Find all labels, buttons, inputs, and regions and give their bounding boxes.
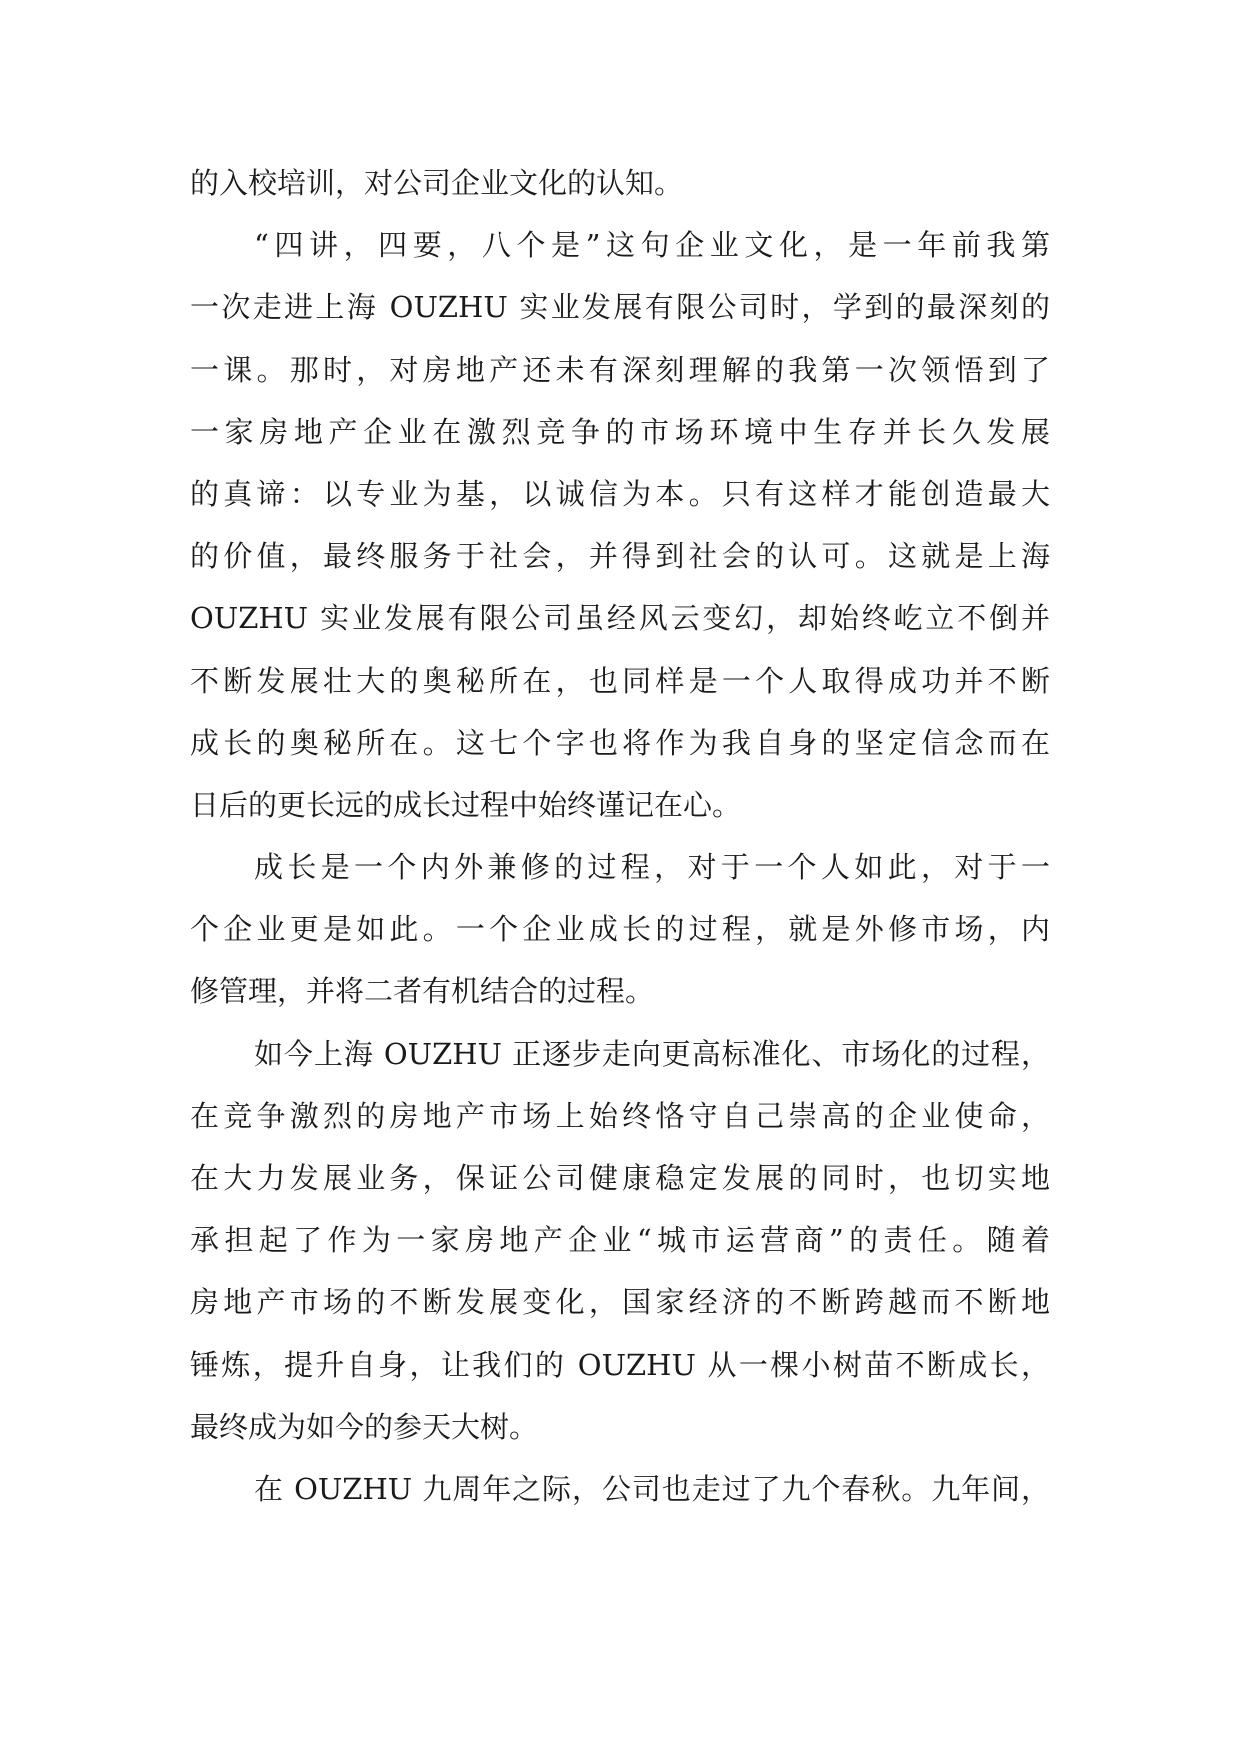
text-line: “四讲，四要，八个是”这句企业文化，是一年前我第 [254, 228, 1050, 263]
text-line: 一课。那时，对房地产还未有深刻理解的我第一次领悟到了 [190, 352, 1050, 387]
text-line: 个企业更是如此。一个企业成长的过程，就是外修市场，内 [190, 912, 1050, 947]
text-line: 修管理，并将二者有机结合的过程。 [190, 974, 655, 1009]
text-line: 在竞争激烈的房地产市场上始终恪守自己崇高的企业使命， [190, 1098, 1050, 1133]
document-body [190, 152, 1050, 1520]
text-line: 的入校培训，对公司企业文化的认知。 [190, 166, 684, 200]
text-line: 日后的更长远的成长过程中始终谨记在心。 [190, 787, 742, 822]
text-line: OUZHU 实业发展有限公司虽经风云变幻，却始终屹立不倒并 [190, 601, 1050, 636]
text-line: 成长是一个内外兼修的过程，对于一个人如此，对于一 [254, 850, 1050, 885]
text-line: 的真谛：以专业为基，以诚信为本。只有这样才能创造最大 [190, 476, 1050, 511]
text-line: 房地产市场的不断发展变化，国家经济的不断跨越而不断地 [190, 1285, 1050, 1320]
text-line: 锤炼，提升自身，让我们的 OUZHU 从一棵小树苗不断成长， [190, 1347, 1050, 1382]
text-line: 最终成为如今的参天大树。 [190, 1409, 539, 1444]
text-line: 承担起了作为一家房地产企业“城市运营商”的责任。随着 [190, 1223, 1050, 1258]
text-line: 一次走进上海 OUZHU 实业发展有限公司时，学到的最深刻的 [190, 290, 1050, 325]
text-line: 的价值，最终服务于社会，并得到社会的认可。这就是上海 [190, 539, 1050, 574]
text-line: 不断发展壮大的奥秘所在，也同样是一个人取得成功并不断 [190, 663, 1050, 698]
text-line: 在大力发展业务，保证公司健康稳定发展的同时，也切实地 [190, 1161, 1050, 1195]
text-line: 一家房地产企业在激烈竞争的市场环境中生存并长久发展 [190, 414, 1050, 449]
text-line: 如今上海 OUZHU 正逐步走向更高标准化、市场化的过程， [254, 1036, 1050, 1071]
text-line: 成长的奥秘所在。这七个字也将作为我自身的坚定信念而在 [190, 725, 1050, 760]
text-line: 在 OUZHU 九周年之际，公司也走过了九个春秋。九年间， [254, 1471, 1050, 1506]
